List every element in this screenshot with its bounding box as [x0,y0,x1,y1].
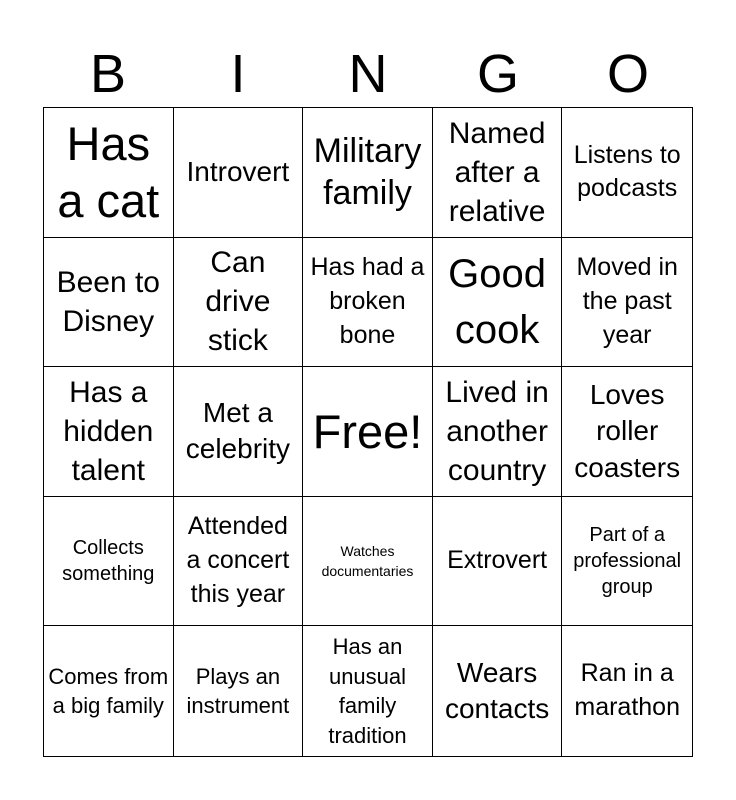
cell-text: Has had a broken bone [310,253,425,349]
bingo-board [43,107,693,757]
cell-text: Met a celebrity [185,397,291,465]
cell-text: Military family [313,131,422,213]
bingo-cell-r1c2[interactable] [174,108,304,238]
bingo-cell-r3c5[interactable] [562,367,692,497]
cell-text: Has an unusual family tradition [328,633,407,748]
header-letter-b: B [89,44,127,104]
cell-text: Been to Disney [56,265,160,338]
cell-text: Watches documentaries [321,542,414,580]
bingo-cell-r2c4[interactable] [433,238,563,368]
header-letter-g: G [476,44,519,104]
bingo-cell-r4c4[interactable] [433,497,563,627]
cell-text: Has a cat [57,116,160,228]
header-letter-i: I [230,44,246,104]
cell-text: Moved in the past year [576,253,678,349]
bingo-cell-r5c2[interactable] [174,626,304,756]
free-space: Free! [312,404,423,458]
bingo-cell-free[interactable] [303,367,433,497]
cell-text: Listens to podcasts [573,140,681,203]
cell-text: Wears contacts [444,656,550,725]
bingo-header [43,40,693,108]
cell-text: Has a hidden talent [63,375,154,487]
bingo-cell-r4c1[interactable] [44,497,174,627]
cell-text: Attended a concert this year [186,512,290,608]
header-letter-o: O [606,44,649,104]
bingo-cell-r4c2[interactable] [174,497,304,627]
bingo-cell-r2c5[interactable] [562,238,692,368]
bingo-cell-r3c1[interactable] [44,367,174,497]
bingo-cell-r5c3[interactable] [303,626,433,756]
bingo-cell-r2c1[interactable] [44,238,174,368]
bingo-cell-r2c3[interactable] [303,238,433,368]
bingo-cell-r4c5[interactable] [562,497,692,627]
bingo-cell-r5c5[interactable] [562,626,692,756]
bingo-cell-r1c4[interactable] [433,108,563,238]
bingo-cell-r2c2[interactable] [174,238,304,368]
cell-text: Introvert [186,156,290,188]
bingo-cell-r1c5[interactable] [562,108,692,238]
bingo-cell-r3c2[interactable] [174,367,304,497]
cell-text: Can drive stick [205,246,271,358]
cell-text: Part of a professional group [573,524,682,599]
cell-text: Plays an instrument [186,663,290,719]
bingo-cell-r5c1[interactable] [44,626,174,756]
bingo-cell-r1c3[interactable] [303,108,433,238]
header-letter-n: N [348,44,388,104]
cell-text: Ran in a marathon [574,659,680,722]
cell-text: Collects something [62,537,155,586]
cell-text: Comes from a big family [48,663,169,719]
bingo-cell-r3c4[interactable] [433,367,563,497]
cell-text: Good cook [448,251,547,352]
cell-text: Named after a relative [448,116,546,228]
cell-text: Lived in another country [445,375,549,487]
cell-text: Extrovert [447,546,548,575]
cell-text: Loves roller coasters [574,378,681,483]
bingo-cell-r1c1[interactable] [44,108,174,238]
bingo-cell-r4c3[interactable] [303,497,433,627]
bingo-cell-r5c4[interactable] [433,626,563,756]
